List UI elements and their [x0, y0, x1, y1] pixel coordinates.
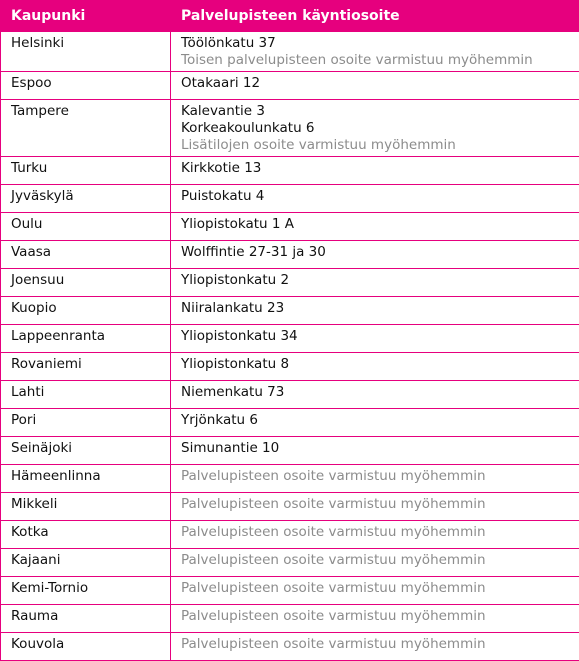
city-cell: Rovaniemi — [1, 353, 171, 381]
address-cell — [171, 605, 579, 633]
table-row — [1, 437, 579, 465]
address-line: Otakaari 12 — [181, 75, 569, 92]
address-cell — [171, 269, 579, 297]
address-cell — [171, 325, 579, 353]
table-row — [1, 241, 579, 269]
address-note: Palvelupisteen osoite varmistuu myöhemmin — [181, 468, 569, 485]
address-cell — [171, 465, 579, 493]
city-cell: Jyväskylä — [1, 185, 171, 213]
table-row — [1, 297, 579, 325]
table-header-row — [1, 1, 579, 32]
city-cell: Kuopio — [1, 297, 171, 325]
address-cell — [171, 297, 579, 325]
city-cell: Vaasa — [1, 241, 171, 269]
address-line: Kalevantie 3 — [181, 103, 569, 120]
city-cell: Pori — [1, 409, 171, 437]
city-cell: Tampere — [1, 100, 171, 157]
table-body — [1, 32, 579, 661]
table-row — [1, 353, 579, 381]
address-cell — [171, 437, 579, 465]
table-row — [1, 185, 579, 213]
city-cell: Lappeenranta — [1, 325, 171, 353]
address-cell — [171, 72, 579, 100]
address-cell — [171, 185, 579, 213]
address-line: Kirkkotie 13 — [181, 160, 569, 177]
address-line: Yrjönkatu 6 — [181, 412, 569, 429]
address-note: Palvelupisteen osoite varmistuu myöhemmin — [181, 636, 569, 653]
address-line: Niemenkatu 73 — [181, 384, 569, 401]
table-row — [1, 269, 579, 297]
table-row — [1, 465, 579, 493]
table-row — [1, 213, 579, 241]
address-cell — [171, 100, 579, 157]
table-row — [1, 409, 579, 437]
city-cell: Mikkeli — [1, 493, 171, 521]
table-row — [1, 521, 579, 549]
table-row — [1, 605, 579, 633]
address-cell — [171, 521, 579, 549]
address-note: Toisen palvelupisteen osoite varmistuu myöhemmin — [181, 52, 569, 69]
header-address: Palvelupisteen käyntiosoite — [171, 1, 579, 32]
city-cell: Helsinki — [1, 32, 171, 72]
address-cell — [171, 213, 579, 241]
city-cell: Kotka — [1, 521, 171, 549]
address-cell — [171, 577, 579, 605]
address-note: Palvelupisteen osoite varmistuu myöhemmin — [181, 552, 569, 569]
address-cell — [171, 549, 579, 577]
address-line: Yliopistonkatu 2 — [181, 272, 569, 289]
city-cell: Lahti — [1, 381, 171, 409]
address-cell — [171, 157, 579, 185]
city-cell: Oulu — [1, 213, 171, 241]
address-note: Palvelupisteen osoite varmistuu myöhemmin — [181, 496, 569, 513]
header-city: Kaupunki — [1, 1, 171, 32]
table-row — [1, 32, 579, 72]
address-line: Niiralankatu 23 — [181, 300, 569, 317]
table-row — [1, 381, 579, 409]
address-note: Palvelupisteen osoite varmistuu myöhemmin — [181, 580, 569, 597]
address-cell — [171, 381, 579, 409]
table-row — [1, 633, 579, 661]
address-cell — [171, 493, 579, 521]
city-cell: Kajaani — [1, 549, 171, 577]
address-line: Yliopistonkatu 34 — [181, 328, 569, 345]
table-row — [1, 325, 579, 353]
table-row — [1, 577, 579, 605]
address-cell — [171, 241, 579, 269]
address-cell — [171, 633, 579, 661]
address-line-2: Korkeakoulunkatu 6 — [181, 120, 569, 137]
table-row — [1, 157, 579, 185]
address-note: Palvelupisteen osoite varmistuu myöhemmin — [181, 524, 569, 541]
address-line: Töölönkatu 37 — [181, 35, 569, 52]
city-cell: Kouvola — [1, 633, 171, 661]
address-line: Simunantie 10 — [181, 440, 569, 457]
city-cell: Joensuu — [1, 269, 171, 297]
city-cell: Kemi-Tornio — [1, 577, 171, 605]
table-row — [1, 100, 579, 157]
table-row — [1, 549, 579, 577]
city-cell: Turku — [1, 157, 171, 185]
address-line: Yliopistonkatu 8 — [181, 356, 569, 373]
address-cell — [171, 353, 579, 381]
address-cell — [171, 32, 579, 72]
city-cell: Rauma — [1, 605, 171, 633]
address-line: Wolffintie 27-31 ja 30 — [181, 244, 569, 261]
address-note: Lisätilojen osoite varmistuu myöhemmin — [181, 137, 569, 154]
address-line: Puistokatu 4 — [181, 188, 569, 205]
table-row — [1, 72, 579, 100]
address-cell — [171, 409, 579, 437]
city-cell: Seinäjoki — [1, 437, 171, 465]
table-row — [1, 493, 579, 521]
city-cell: Hämeenlinna — [1, 465, 171, 493]
city-cell: Espoo — [1, 72, 171, 100]
address-line: Yliopistokatu 1 A — [181, 216, 569, 233]
address-note: Palvelupisteen osoite varmistuu myöhemmin — [181, 608, 569, 625]
